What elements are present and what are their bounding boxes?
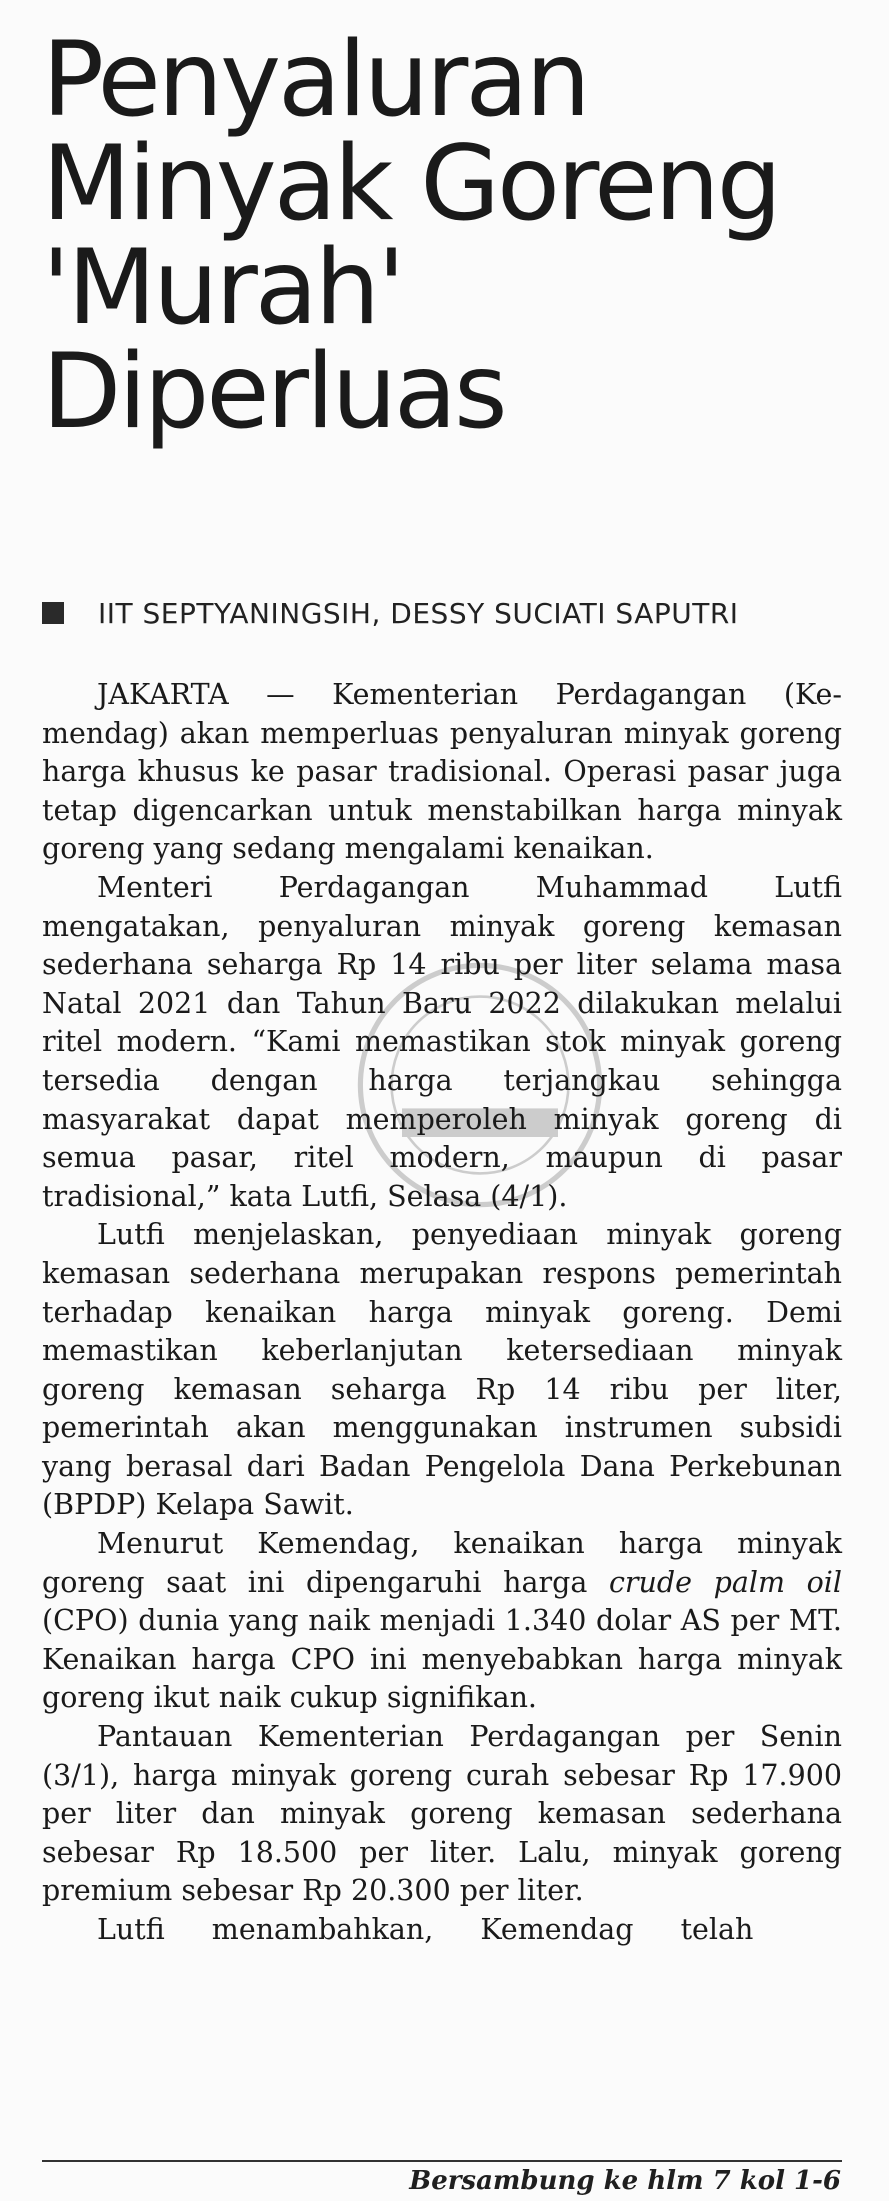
byline xyxy=(42,596,739,630)
headline-line: Minyak Goreng xyxy=(42,124,780,244)
paragraph-text: (CPO) dunia yang naik menjadi 1.340 dolar AS per MT. Kenaikan harga CPO ini menyebabkan harga minyak goreng ikut naik cukup signifikan. xyxy=(42,1604,842,1715)
paragraph xyxy=(42,1525,842,1718)
divider xyxy=(42,2160,842,2162)
italic-term: crude palm oil xyxy=(608,1565,843,1599)
paragraph: Pantauan Kementerian Perdagangan per Senin (3/1), harga minyak goreng curah sebesar Rp 17.900 per liter dan minyak goreng kemasan sederhana sebesar Rp 18.500 per liter. Lalu, minyak goreng premium sebesar Rp 20.300 per liter. xyxy=(42,1720,842,1908)
paragraph: Menteri Perdagangan Muhammad Lutfi mengatakan, penyaluran minyak goreng kemasan sederhana seharga Rp 14 ribu per liter selama masa Natal 2021 dan Tahun Baru 2022 dilakukan melalui ritel modern. “Kami memastikan stok minyak goreng tersedia dengan harga terjangkau sehingga masyarakat dapat memperoleh minyak goreng di semua pasar, ritel modern, maupun di pasar tradisional,” kata Lutfi, Selasa (4/1). xyxy=(42,870,842,1213)
continued-note: Bersambung ke hlm 7 kol 1-6 xyxy=(409,2166,841,2196)
paragraph-text: Menurut Kemendag, kenaikan harga minyak goreng saat ini dipengaruhi harga xyxy=(42,1527,842,1599)
headline-line: Diperluas xyxy=(42,332,505,452)
article-headline xyxy=(42,20,862,452)
paragraph: Lutfi menambahkan, Kemendag telah xyxy=(97,1913,754,1946)
byline-authors: IIT SEPTYANINGSIH, DESSY SUCIATI SAPUTRI xyxy=(98,596,739,630)
paragraph: Lutfi menjelaskan, penyediaan minyak goreng kemasan sederhana merupakan respons pemerintah terhadap kenaikan harga minyak goreng. Demi memastikan keberlanjutan ketersediaan minyak goreng kemasan seharga Rp 14 ribu per liter, pemerintah akan menggunakan instrumen subsidi yang berasal dari Badan Pengelola Dana Perkebunan (BPDP) Kelapa Sawit. xyxy=(42,1218,842,1522)
headline-line: 'Murah' xyxy=(42,228,403,348)
paragraph: JAKARTA — Kementerian Perdagangan (Kemendag) akan memperluas penyaluran minyak goreng harga khusus ke pasar tradisional. Operasi pasar juga tetap digencarkan untuk menstabilkan harga minyak goreng yang sedang mengalami kenaikan. xyxy=(42,678,842,866)
byline-square-icon xyxy=(42,602,64,624)
article-body xyxy=(42,676,842,1950)
headline-line: Penyaluran xyxy=(42,20,588,140)
